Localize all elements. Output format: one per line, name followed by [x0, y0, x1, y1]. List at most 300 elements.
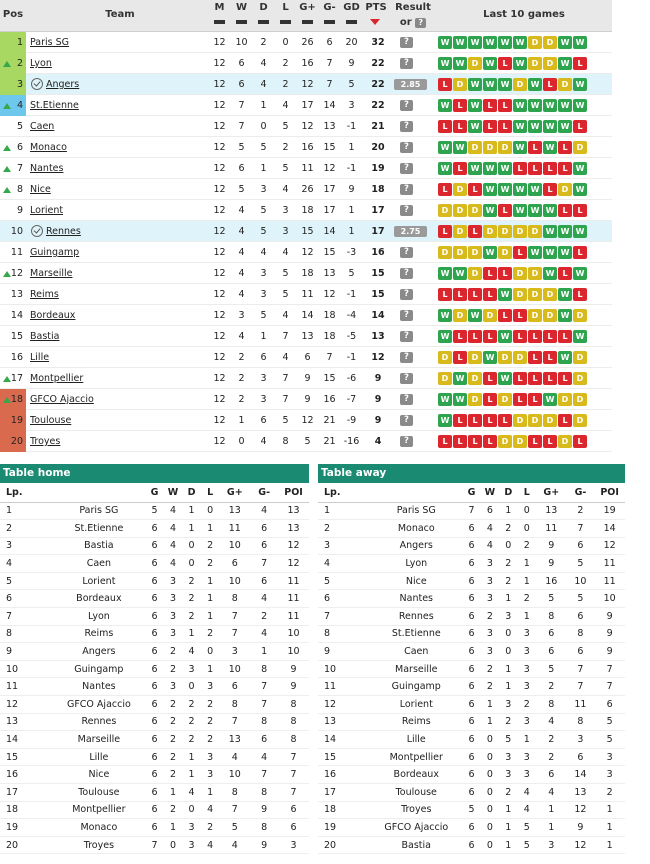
team-link[interactable]: Nice	[30, 184, 51, 195]
table-row[interactable]	[0, 179, 612, 200]
rank-cell: 12	[0, 696, 53, 714]
team-cell: Lille	[53, 748, 146, 766]
result-help-button[interactable]: ?	[400, 268, 413, 279]
result-help-button[interactable]: ?	[400, 163, 413, 174]
loss-badge: L	[573, 120, 587, 133]
draw-badge: D	[498, 351, 512, 364]
position-number: 5	[16, 121, 23, 132]
stat-pts: 19	[371, 163, 385, 174]
team-link[interactable]: Nantes	[30, 163, 64, 174]
team-cell: Troyes	[53, 836, 146, 854]
stat-m: 12	[213, 247, 226, 258]
stat-cell: 1	[499, 819, 517, 837]
rank-cell: 8	[318, 625, 370, 643]
win-badge: W	[543, 267, 557, 280]
stat-cell: 12	[594, 537, 625, 555]
draw-badge: D	[498, 141, 512, 154]
team-cell: Marseille	[53, 731, 146, 749]
win-badge: W	[558, 288, 572, 301]
stat-ga: 15	[323, 142, 336, 153]
stat-cell: 1	[182, 502, 201, 520]
loss-badge: L	[513, 246, 527, 259]
table-row[interactable]	[0, 389, 612, 410]
help-icon[interactable]: ?	[415, 18, 426, 28]
draw-badge: D	[528, 36, 542, 49]
sort-m-icon[interactable]	[214, 20, 225, 24]
stat-cell: 6	[462, 590, 480, 608]
header-gd[interactable]: GD	[343, 2, 360, 13]
win-badge: W	[468, 120, 482, 133]
stat-cell: 3	[499, 696, 517, 714]
stat-cell: 4	[219, 836, 250, 854]
win-badge: W	[468, 162, 482, 175]
stat-cell: 6	[462, 784, 480, 802]
last-10-games	[438, 267, 588, 280]
stat-w: 2	[238, 352, 245, 363]
team-link[interactable]: Troyes	[30, 436, 61, 447]
draw-badge: D	[558, 183, 572, 196]
stat-cell: 2	[499, 555, 517, 573]
table-row[interactable]	[0, 137, 612, 158]
table-row[interactable]	[0, 347, 612, 368]
table-row[interactable]	[0, 305, 612, 326]
sort-l-icon[interactable]	[280, 20, 291, 24]
draw-badge: D	[468, 351, 482, 364]
team-link[interactable]: Toulouse	[30, 415, 72, 426]
draw-badge: D	[513, 351, 527, 364]
result-help-button[interactable]: ?	[400, 373, 413, 384]
win-badge: W	[543, 99, 557, 112]
result-value[interactable]: 2.75	[394, 226, 427, 237]
stat-cell: 8	[219, 590, 250, 608]
result-help-button[interactable]: ?	[400, 205, 413, 216]
loss-badge: L	[573, 435, 587, 448]
stat-gd: -1	[346, 352, 357, 363]
win-badge: W	[483, 204, 497, 217]
header-m[interactable]: M	[214, 2, 225, 13]
loss-badge: L	[483, 330, 497, 343]
table-row[interactable]	[0, 116, 612, 137]
home-table-grid	[0, 483, 309, 854]
position-number: 18	[10, 394, 23, 405]
stat-cell: 6	[145, 801, 164, 819]
result-help-button[interactable]: ?	[400, 100, 413, 111]
win-badge: W	[543, 120, 557, 133]
stat-cell: 1	[499, 660, 517, 678]
stat-w: 3	[238, 310, 245, 321]
stat-cell: 3	[164, 608, 183, 626]
result-help-button[interactable]: ?	[400, 394, 413, 405]
stat-m: 12	[213, 415, 226, 426]
table-row[interactable]	[0, 221, 612, 242]
stat-cell: 2	[481, 660, 499, 678]
stat-cell: 6	[536, 766, 567, 784]
table-row[interactable]	[0, 32, 612, 53]
last-10-games	[438, 393, 588, 406]
stat-cell: 9	[278, 678, 309, 696]
team-link[interactable]: Montpellier	[30, 373, 84, 384]
sort-d-icon[interactable]	[258, 20, 269, 24]
stat-cell: 1	[201, 520, 220, 538]
table-row	[318, 590, 625, 608]
table-row[interactable]	[0, 431, 612, 452]
stat-m: 12	[213, 121, 226, 132]
stat-gf: 9	[304, 394, 311, 405]
win-badge: W	[543, 393, 557, 406]
last-10-games	[438, 204, 588, 217]
stat-cell: 7	[567, 678, 595, 696]
stat-cell: 8	[250, 819, 278, 837]
team-cell: Troyes	[370, 801, 462, 819]
header-d[interactable]: D	[259, 2, 268, 13]
stat-cell: 2	[182, 608, 201, 626]
result-help-button[interactable]: ?	[400, 247, 413, 258]
draw-badge: D	[468, 204, 482, 217]
stat-cell: 2	[567, 502, 595, 520]
stat-cell: 3	[518, 766, 536, 784]
rank-cell: 15	[0, 748, 53, 766]
result-help-button[interactable]: ?	[400, 436, 413, 447]
result-help-button[interactable]: ?	[400, 58, 413, 69]
stat-cell: 9	[594, 643, 625, 661]
stat-gd: 5	[348, 268, 355, 279]
selected-check-icon[interactable]	[31, 78, 43, 90]
header-l: L	[518, 483, 536, 502]
stat-pts: 9	[374, 415, 382, 426]
table-row	[318, 555, 625, 573]
selected-check-icon[interactable]	[31, 225, 43, 237]
away-table	[318, 464, 625, 859]
stat-cell: 8	[250, 784, 278, 802]
result-help-button[interactable]: ?	[400, 142, 413, 153]
team-link[interactable]: Bordeaux	[30, 310, 76, 321]
stat-d: 3	[260, 184, 267, 195]
home-table	[0, 464, 309, 859]
sort-ga-icon[interactable]	[324, 20, 335, 24]
table-row[interactable]	[0, 410, 612, 431]
stat-cell: 6	[250, 537, 278, 555]
team-link[interactable]: Paris SG	[30, 37, 70, 48]
win-badge: W	[468, 78, 482, 91]
stat-cell: 4	[250, 625, 278, 643]
header-team: Team	[105, 9, 135, 20]
win-badge: W	[438, 309, 452, 322]
stat-cell: 7	[594, 660, 625, 678]
stat-cell: 8	[567, 625, 595, 643]
position-number: 17	[10, 373, 23, 384]
stat-cell: 6	[145, 731, 164, 749]
stat-cell: 4	[536, 784, 567, 802]
stat-cell: 3	[518, 643, 536, 661]
draw-badge: D	[453, 183, 467, 196]
table-row[interactable]	[0, 95, 612, 116]
table-row[interactable]	[0, 74, 612, 95]
trend-up-icon	[3, 271, 11, 277]
loss-badge: L	[468, 414, 482, 427]
stat-cell: 0	[499, 643, 517, 661]
rank-cell: 16	[318, 766, 370, 784]
stat-gf: 12	[301, 247, 314, 258]
draw-badge: D	[528, 309, 542, 322]
table-row[interactable]	[0, 368, 612, 389]
team-link[interactable]: GFCO Ajaccio	[30, 394, 94, 405]
stat-cell: 13	[567, 784, 595, 802]
stat-cell: 0	[481, 731, 499, 749]
team-cell: Toulouse	[370, 784, 462, 802]
team-link[interactable]: Angers	[46, 79, 80, 90]
stat-cell: 3	[201, 766, 220, 784]
draw-badge: D	[543, 288, 557, 301]
trend-up-icon	[3, 397, 11, 403]
team-cell: Monaco	[370, 520, 462, 538]
win-badge: W	[498, 162, 512, 175]
team-link[interactable]: Guingamp	[30, 247, 80, 258]
stat-cell: 7	[567, 520, 595, 538]
stat-l: 7	[282, 394, 289, 405]
team-link[interactable]: Lille	[30, 352, 50, 363]
stat-w: 2	[238, 373, 245, 384]
stat-cell: 7	[250, 696, 278, 714]
position-number: 19	[10, 415, 23, 426]
draw-badge: D	[543, 57, 557, 70]
loss-badge: L	[528, 435, 542, 448]
team-link[interactable]: Lorient	[30, 205, 64, 216]
table-row	[0, 537, 309, 555]
trend-up-icon	[3, 187, 11, 193]
stat-cell: 7	[278, 748, 309, 766]
stat-cell: 0	[182, 801, 201, 819]
draw-badge: D	[558, 435, 572, 448]
result-help-button[interactable]: ?	[400, 184, 413, 195]
draw-badge: D	[528, 288, 542, 301]
position-cell	[0, 32, 26, 53]
header-w[interactable]: W	[235, 2, 248, 13]
team-cell: Monaco	[53, 819, 146, 837]
stat-cell: 1	[518, 572, 536, 590]
team-link[interactable]: Reims	[30, 289, 59, 300]
table-row[interactable]	[0, 200, 612, 221]
result-help-button[interactable]: ?	[400, 289, 413, 300]
stat-ga: 21	[323, 415, 336, 426]
team-link[interactable]: Marseille	[30, 268, 73, 279]
loss-badge: L	[543, 162, 557, 175]
result-help-button[interactable]: ?	[400, 37, 413, 48]
team-link[interactable]: Bastia	[30, 331, 60, 342]
header-w: W	[164, 483, 183, 502]
loss-badge: L	[483, 435, 497, 448]
position-number: 9	[16, 205, 23, 216]
stat-gd: 1	[348, 142, 355, 153]
stat-cell: 3	[567, 731, 595, 749]
stat-cell: 1	[182, 520, 201, 538]
table-row[interactable]	[0, 284, 612, 305]
rank-cell: 5	[318, 572, 370, 590]
team-cell: Bastia	[370, 836, 462, 854]
stat-cell: 14	[594, 520, 625, 538]
stat-cell: 6	[145, 520, 164, 538]
team-link[interactable]: Monaco	[30, 142, 67, 153]
table-row[interactable]	[0, 53, 612, 74]
draw-badge: D	[438, 372, 452, 385]
stat-ga: 16	[323, 394, 336, 405]
stat-cell: 6	[462, 572, 480, 590]
sort-gd-icon[interactable]	[346, 20, 357, 24]
rank-cell: 2	[0, 520, 53, 538]
header-ga[interactable]: G-	[323, 2, 336, 13]
stat-cell: 10	[219, 766, 250, 784]
stat-cell: 2	[499, 520, 517, 538]
draw-badge: D	[498, 435, 512, 448]
header-pts[interactable]: PTS	[365, 2, 387, 13]
sort-pts-active-icon[interactable]	[370, 19, 380, 25]
rank-cell: 1	[318, 502, 370, 520]
result-help-button[interactable]: ?	[400, 331, 413, 342]
stat-cell: 2	[499, 784, 517, 802]
header-lp: Lp.	[0, 483, 53, 502]
team-link[interactable]: Rennes	[46, 226, 81, 237]
rank-cell: 20	[0, 836, 53, 854]
win-badge: W	[453, 57, 467, 70]
stat-w: 6	[238, 163, 245, 174]
team-cell: Marseille	[370, 660, 462, 678]
stat-cell: 11	[278, 572, 309, 590]
stat-cell: 7	[145, 836, 164, 854]
stat-pts: 9	[374, 394, 382, 405]
stat-d: 1	[260, 331, 267, 342]
stat-cell: 4	[182, 643, 201, 661]
team-cell: Lyon	[370, 555, 462, 573]
team-cell: Caen	[370, 643, 462, 661]
win-badge: W	[558, 57, 572, 70]
standings-header	[0, 0, 612, 32]
stat-cell: 4	[250, 590, 278, 608]
stat-cell: 1	[499, 590, 517, 608]
stat-w: 4	[238, 331, 245, 342]
team-cell: GFCO Ajaccio	[53, 696, 146, 714]
stat-d: 4	[260, 79, 267, 90]
team-link[interactable]: Caen	[30, 121, 55, 132]
win-badge: W	[558, 351, 572, 364]
team-link[interactable]: Lyon	[30, 58, 52, 69]
stat-cell: 7	[278, 766, 309, 784]
stat-cell: 7	[278, 784, 309, 802]
table-row	[0, 608, 309, 626]
stat-cell: 7	[219, 608, 250, 626]
draw-badge: D	[498, 225, 512, 238]
stat-pts: 17	[371, 205, 385, 216]
stat-cell: 3	[164, 572, 183, 590]
stat-l: 4	[282, 352, 289, 363]
stat-cell: 6	[145, 748, 164, 766]
table-row	[0, 572, 309, 590]
position-number: 20	[10, 436, 23, 447]
stat-cell: 2	[164, 766, 183, 784]
table-row[interactable]	[0, 263, 612, 284]
table-row[interactable]	[0, 326, 612, 347]
team-link[interactable]: St.Etienne	[30, 100, 79, 111]
stat-l: 7	[282, 331, 289, 342]
stat-cell: 5	[518, 836, 536, 854]
win-badge: W	[558, 309, 572, 322]
position-number: 13	[10, 289, 23, 300]
stat-cell: 0	[481, 748, 499, 766]
stat-cell: 13	[278, 520, 309, 538]
stat-cell: 2	[536, 731, 567, 749]
loss-badge: L	[453, 288, 467, 301]
rank-cell: 9	[318, 643, 370, 661]
stat-cell: 6	[567, 608, 595, 626]
stat-cell: 6	[145, 572, 164, 590]
loss-badge: L	[573, 57, 587, 70]
sort-w-icon[interactable]	[236, 20, 247, 24]
table-row[interactable]	[0, 242, 612, 263]
win-badge: W	[528, 204, 542, 217]
stat-cell: 13	[278, 502, 309, 520]
stat-cell: 2	[182, 696, 201, 714]
table-row	[318, 696, 625, 714]
stat-gd: 5	[348, 79, 355, 90]
win-badge: W	[573, 36, 587, 49]
rank-cell: 19	[0, 819, 53, 837]
header-gf[interactable]: G+	[299, 2, 316, 13]
result-help-button[interactable]: ?	[400, 121, 413, 132]
result-help-button[interactable]: ?	[400, 310, 413, 321]
table-row	[0, 502, 309, 520]
stat-d: 6	[260, 352, 267, 363]
table-row	[318, 836, 625, 854]
stat-cell: 6	[145, 819, 164, 837]
win-badge: W	[573, 225, 587, 238]
loss-badge: L	[483, 288, 497, 301]
stat-cell: 5	[462, 801, 480, 819]
stat-d: 4	[260, 247, 267, 258]
stat-cell: 8	[278, 696, 309, 714]
result-value[interactable]: 2.85	[394, 79, 427, 90]
stat-l: 5	[282, 415, 289, 426]
stat-ga: 13	[323, 268, 336, 279]
table-row[interactable]	[0, 158, 612, 179]
stat-d: 3	[260, 373, 267, 384]
result-help-button[interactable]: ?	[400, 415, 413, 426]
win-badge: W	[483, 246, 497, 259]
loss-badge: L	[558, 372, 572, 385]
stat-cell: 6	[481, 502, 499, 520]
stat-w: 6	[238, 58, 245, 69]
stat-d: 3	[260, 394, 267, 405]
win-badge: W	[543, 246, 557, 259]
stat-cell: 2	[481, 608, 499, 626]
team-cell: Bordeaux	[370, 766, 462, 784]
away-table-grid	[318, 483, 625, 854]
result-help-button[interactable]: ?	[400, 352, 413, 363]
stat-cell: 2	[536, 748, 567, 766]
last-10-games	[438, 162, 588, 175]
stat-cell: 4	[518, 801, 536, 819]
win-badge: W	[483, 351, 497, 364]
table-row	[0, 520, 309, 538]
stat-cell: 5	[567, 590, 595, 608]
position-number: 7	[16, 163, 23, 174]
stat-cell: 6	[462, 713, 480, 731]
win-badge: W	[558, 120, 572, 133]
loss-badge: L	[543, 435, 557, 448]
position-cell	[0, 431, 26, 452]
stat-cell: 2	[518, 696, 536, 714]
sort-gf-icon[interactable]	[302, 20, 313, 24]
stat-cell: 11	[219, 520, 250, 538]
stat-cell: 4	[219, 748, 250, 766]
header-l[interactable]: L	[282, 2, 289, 13]
